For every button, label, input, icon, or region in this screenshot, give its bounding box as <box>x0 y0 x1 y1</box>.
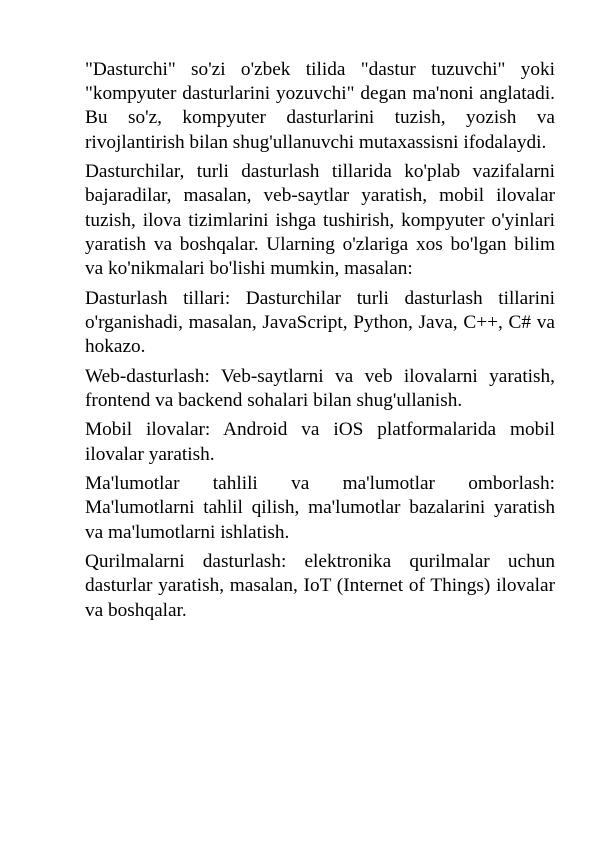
paragraph-programming-languages: Dasturlash tillari: Dasturchilar turli dasturlash tillarini o'rganishadi, masalan, JavaScript, Python, Java, C++, C# va hokazo. <box>85 287 555 358</box>
document-page <box>85 58 555 628</box>
paragraph-device-programming: Qurilmalarni dasturlash: elektronika qurilmalar uchun dasturlar yaratish, masalan, IoT (Internet of Things) ilovalar va boshqalar. <box>85 551 555 621</box>
paragraph-intro: "Dasturchi" so'zi o'zbek tilida "dastur tuzuvchi" yoki "kompyuter dasturlarini yozuvchi" degan ma'noni anglatadi. Bu so'z, kompyuter dasturlarini tuzish, yozish va rivojlantirish bilan shug'ullanuvchi mutaxassisni ifodalaydi. <box>85 59 555 153</box>
paragraph-mobile-apps: Mobil ilovalar: Android va iOS platformalarida mobil ilovalar yaratish. <box>85 419 555 465</box>
paragraph-data-analysis: Ma'lumotlar tahlili va ma'lumotlar omborlash: Ma'lumotlarni tahlil qilish, ma'lumotlar bazalarini yaratish va ma'lumotlarni ishlatish. <box>85 473 555 543</box>
paragraph-duties: Dasturchilar, turli dasturlash tillarida ko'plab vazifalarni bajaradilar, masalan, veb-saytlar yaratish, mobil ilovalar tuzish, ilova tizimlarini ishga tushirish, kompyuter o'yinlari yaratish va boshqalar. Ularning o'zlariga xos bo'lgan bilim va ko'nikmalari bo'lishi mumkin, masalan: <box>85 161 555 280</box>
paragraph-web-development: Web-dasturlash: Veb-saytlarni va veb ilovalarni yaratish, frontend va backend sohalari bilan shug'ullanish. <box>85 365 555 411</box>
